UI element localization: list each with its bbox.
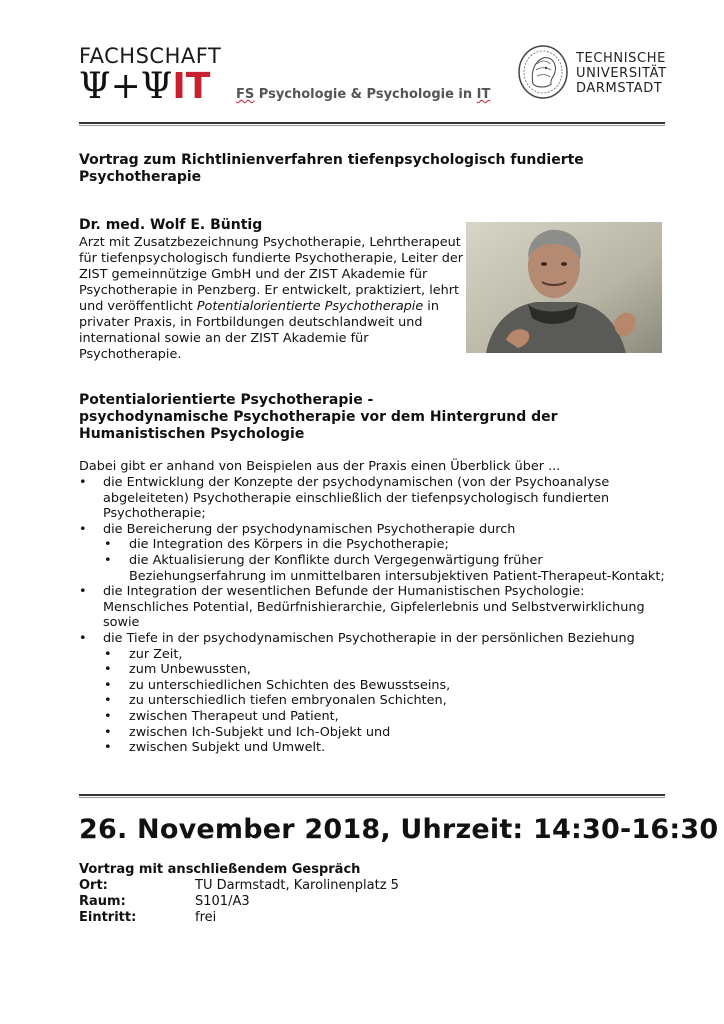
bullet-icon: • xyxy=(79,475,87,490)
list-item-text: zwischen Subjekt und Umwelt. xyxy=(129,740,326,756)
header-divider xyxy=(79,122,665,124)
list-item xyxy=(79,584,669,631)
sub-list-item xyxy=(79,537,669,553)
intro-text: Dabei gibt er anhand von Beispielen aus der Praxis einen Überblick über ... xyxy=(79,459,561,474)
university-line-2: UNIVERSITÄT xyxy=(576,66,667,81)
logo-glyph-it: IT xyxy=(172,66,211,107)
list-item-text: zur Zeit, xyxy=(129,646,183,662)
university-name xyxy=(576,51,667,96)
bullet-icon: • xyxy=(79,521,87,537)
section-divider-thin xyxy=(79,797,665,798)
sub-list-item xyxy=(79,709,669,725)
bio-italic: Potentialorientierte Psychotherapie xyxy=(196,299,424,314)
logo-glyph-left: Ψ+Ψ xyxy=(79,66,173,107)
list-item xyxy=(79,631,669,647)
lecture-title: Vortrag zum Richtlinienverfahren tiefenpsychologisch fundierte Psychotherapie xyxy=(79,152,584,185)
location-value: TU Darmstadt, Karolinenplatz 5 xyxy=(195,878,399,893)
admission-value: frei xyxy=(195,910,217,925)
bullet-icon: • xyxy=(104,708,112,724)
event-date: 26. November 2018, Uhrzeit: 14:30-16:30 xyxy=(79,814,719,845)
topic-heading xyxy=(79,392,659,443)
sub-list-item xyxy=(79,662,669,678)
list-item-text: die Entwicklung der Konzepte der psychodynamischen (von der Psychoanalyse abgeleiteten) Psychotherapie einschließlich der tiefenpsychologisch fundierten Psychotherapie; xyxy=(103,475,610,522)
bullet-icon: • xyxy=(104,740,112,756)
bullet-icon: • xyxy=(104,693,112,709)
list-item-text: zwischen Therapeut und Patient, xyxy=(129,708,339,724)
bio-part-1: Arzt mit Zusatzbezeichnung Psychotherapie, Lehrtherapeut für tiefenpsychologisch fundierte Psychotherapie, Leiter der ZIST gemeinnützige GmbH und der ZIST Akademie für Psychotherapie in Penzberg. Er entwickelt, praktiziert, lehrt und veröffentlicht xyxy=(79,235,463,314)
location-label: Ort: xyxy=(79,878,108,893)
logo-glyphs xyxy=(79,66,221,107)
admission-label: Eintritt: xyxy=(79,910,137,925)
bullet-icon: • xyxy=(104,662,112,678)
speaker-bio xyxy=(79,235,464,363)
list-item-text: die Aktualisierung der Konflikte durch Vergegenwärtigung früher Beziehungserfahrung im unmittelbaren intersubjektiven Patient-Therapeut-Kontakt; xyxy=(129,552,665,584)
fachschaft-subtitle xyxy=(236,87,490,102)
sub-list-item xyxy=(79,553,669,584)
event-room-row xyxy=(79,894,250,909)
list-item-text: die Bereicherung der psychodynamischen Psychotherapie durch xyxy=(103,521,516,537)
sub-list-item xyxy=(79,740,669,756)
fachschaft-logo xyxy=(79,46,221,105)
list-item-text: zu unterschiedlichen Schichten des Bewusstseins, xyxy=(129,677,451,693)
list-item xyxy=(79,522,669,538)
list-item-text: die Integration der wesentlichen Befunde der Humanistischen Psychologie: Menschliches Potential, Bedürfnishierarchie, Gipfelerlebnis und Selbstverwirklichung sowie xyxy=(103,584,645,631)
bullet-icon: • xyxy=(104,724,112,740)
bullet-icon: • xyxy=(79,630,87,646)
event-location-row xyxy=(79,878,399,893)
list-item-text: zwischen Ich-Subjekt und Ich-Objekt und xyxy=(129,724,391,740)
bullet-icon: • xyxy=(104,552,112,568)
sub-list-item xyxy=(79,725,669,741)
list-item xyxy=(79,475,669,522)
topic-list xyxy=(79,475,669,756)
event-format: Vortrag mit anschließendem Gespräch xyxy=(79,862,361,877)
tu-seal-icon xyxy=(517,44,569,100)
sub-list-item xyxy=(79,693,669,709)
bullet-icon: • xyxy=(104,677,112,693)
header-divider-thin xyxy=(79,125,665,126)
section-divider xyxy=(79,794,665,796)
subtitle-fs: FS xyxy=(236,87,255,102)
list-item-text: zu unterschiedlich tiefen embryonalen Schichten, xyxy=(129,693,447,709)
speaker-photo xyxy=(466,222,662,353)
sub-list-item xyxy=(79,678,669,694)
room-label: Raum: xyxy=(79,894,126,909)
subtitle-it: IT xyxy=(476,87,491,102)
bullet-icon: • xyxy=(104,646,112,662)
university-line-1: TECHNISCHE xyxy=(576,51,666,66)
university-line-3: DARMSTADT xyxy=(576,81,663,96)
subtitle-mid: Psychologie & Psychologie in xyxy=(254,87,477,102)
bio-part-2: in privater Praxis, in Fortbildungen deutschlandweit und international sowie an der ZIST Akademie für Psychotherapie. xyxy=(79,299,439,362)
bullet-icon: • xyxy=(79,584,87,600)
bullet-icon: • xyxy=(104,537,112,553)
list-item-text: zum Unbewussten, xyxy=(129,662,251,678)
topic-line-1: Potentialorientierte Psychotherapie - xyxy=(79,392,374,408)
speaker-name: Dr. med. Wolf E. Büntig xyxy=(79,217,263,233)
room-value: S101/A3 xyxy=(195,894,250,909)
event-admission-row xyxy=(79,910,216,925)
list-item-text: die Integration des Körpers in die Psychotherapie; xyxy=(129,537,449,553)
sub-list-item xyxy=(79,647,669,663)
list-item-text: die Tiefe in der psychodynamischen Psychotherapie in der persönlichen Beziehung xyxy=(103,630,635,646)
topic-line-2: psychodynamische Psychotherapie vor dem Hintergrund der Humanistischen Psychologie xyxy=(79,409,558,442)
logo-word: FACHSCHAFT xyxy=(79,44,222,68)
